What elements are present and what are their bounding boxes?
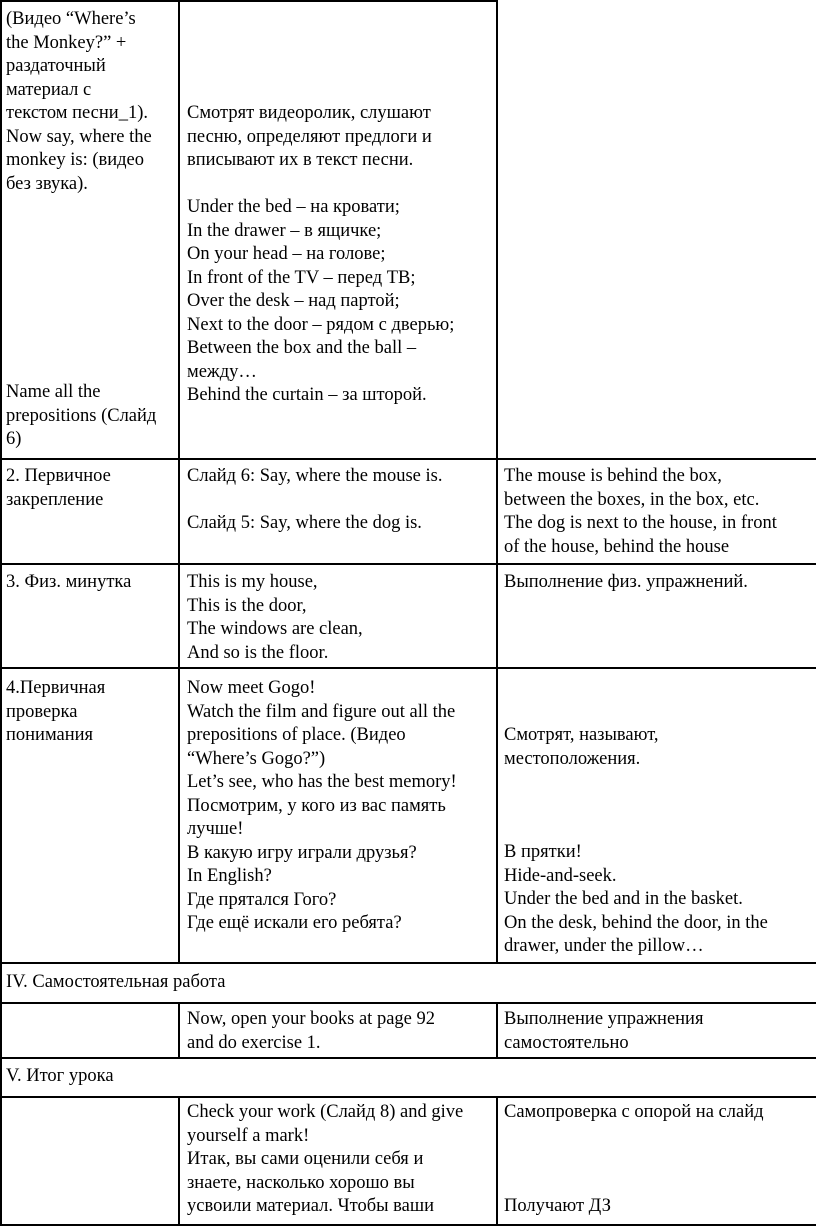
column-divider: [496, 1002, 498, 1059]
row6-student-selfcheck: Самопроверка с опорой на слайд: [504, 1102, 764, 1122]
row1-stage-prepositions: Name all the prepositions (Слайд 6): [6, 382, 157, 449]
row-divider: [0, 1224, 816, 1226]
row3-rhyme: This is my house, This is the door, The windows are clean, And so is the floor.: [187, 572, 363, 663]
row1-stage-description: (Видео “Where’s the Monkey?” + раздаточный материал с текстом песни_1). Now say, where the monkey is: (видео без звука).: [6, 9, 152, 194]
column-divider: [0, 0, 2, 1226]
row5-student-activity: Выполнение упражнения самостоятельно: [504, 1009, 704, 1053]
row3-student-activity: Выполнение физ. упражнений.: [504, 572, 748, 592]
row1-teacher-activity: Смотрят видеоролик, слушают песню, определяют предлоги и вписывают их в текст песни.: [187, 103, 432, 170]
row6-teacher-activity: Check your work (Слайд 8) and give yourself a mark! Итак, вы сами оценили себя и знаете, насколько хорошо вы усвоили материал. Чтобы ваши: [187, 1102, 464, 1216]
row2-teacher-mouse: Слайд 6: Say, where the mouse is.: [187, 466, 443, 486]
row2-teacher-dog: Слайд 5: Say, where the dog is.: [187, 513, 422, 533]
row-divider: [0, 0, 498, 2]
section-title-lesson-summary: V. Итог урока: [6, 1066, 114, 1086]
row4-teacher-activity: Now meet Gogo! Watch the film and figure out all the prepositions of place. (Видео “Where’s Gogo?”) Let’s see, who has the best memory! Посмотрим, у кого из вас память лучше! В какую игру играли друзья? In English? Где прятался Гого? Где ещё искали его ребята?: [187, 678, 457, 933]
row-divider: [0, 962, 816, 964]
row4-stage: 4.Первичная проверка понимания: [6, 678, 106, 745]
row-divider: [0, 667, 816, 669]
row-divider: [0, 563, 816, 565]
column-divider: [178, 1096, 180, 1226]
row2-student-answers: The mouse is behind the box, between the boxes, in the box, etc. The dog is next to the house, in front of the house, behind the house: [504, 466, 777, 557]
row4-student-watch: Смотрят, называют, местоположения.: [504, 725, 659, 769]
column-divider: [178, 0, 180, 964]
row-divider: [0, 1057, 816, 1059]
row4-student-answers: В прятки! Hide-and-seek. Under the bed and in the basket. On the desk, behind the door, in the drawer, under the pillow…: [504, 842, 768, 956]
row6-student-homework: Получают ДЗ: [504, 1196, 611, 1216]
column-divider: [496, 1096, 498, 1226]
row-divider: [0, 458, 816, 460]
row-divider: [0, 1096, 816, 1098]
column-divider: [496, 0, 498, 964]
row5-teacher-activity: Now, open your books at page 92 and do exercise 1.: [187, 1009, 435, 1053]
section-title-independent-work: IV. Самостоятельная работа: [6, 972, 226, 992]
row1-prepositions-list: Under the bed – на кровати; In the drawer – в ящичке; On your head – на голове; In front of the TV – перед ТВ; Over the desk – над партой; Next to the door – рядом с дверью; Between the box and the ball – между… Behind the curtain – за шторой.: [187, 197, 455, 405]
row-divider: [0, 1002, 816, 1004]
row3-stage: 3. Физ. минутка: [6, 572, 132, 592]
row2-stage: 2. Первичное закрепление: [6, 466, 111, 510]
column-divider: [178, 1002, 180, 1059]
